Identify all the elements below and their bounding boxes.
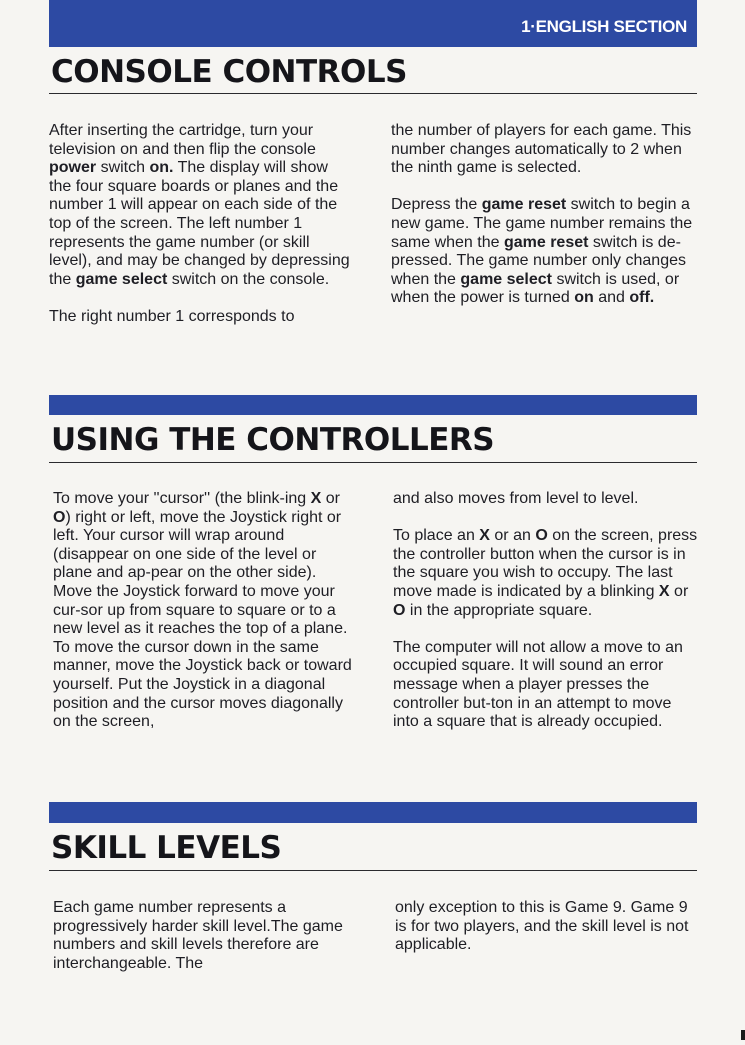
text-run: switch on the console. xyxy=(167,270,330,288)
text-run: only exception to this is Game 9. Game 9 is for two players, and the skill level is not applicable. xyxy=(395,899,689,954)
header-band xyxy=(49,0,697,47)
section-divider-band xyxy=(49,802,697,823)
page-edge-mark xyxy=(741,1030,745,1040)
text-run: and xyxy=(593,289,630,307)
skill-levels-column-right xyxy=(395,899,700,973)
emphasized-term: on xyxy=(574,289,594,307)
text-run: switch xyxy=(96,159,150,177)
paragraph xyxy=(391,122,696,178)
skill-levels-column-left xyxy=(53,899,358,992)
paragraph xyxy=(49,308,354,327)
heading-skill-levels: SKILL LEVELS xyxy=(51,830,282,866)
emphasized-term: O xyxy=(393,601,406,619)
text-run: or an xyxy=(489,527,536,545)
text-run: and also moves from level to level. xyxy=(393,490,639,507)
text-run: To place an xyxy=(393,527,480,545)
text-run: or xyxy=(321,490,340,507)
heading-rule xyxy=(49,462,697,463)
text-run: switch is de-pressed. The game number only changes when the xyxy=(391,233,686,288)
text-run: Each game number represents a progressively harder skill level.The game numbers and skill levels therefore are interchangeable. The xyxy=(53,899,343,972)
console-controls-column-left xyxy=(49,122,354,345)
heading-using-the-controllers: USING THE CONTROLLERS xyxy=(51,422,495,458)
emphasized-term: game reset xyxy=(503,233,589,251)
paragraph xyxy=(53,899,358,973)
text-run: Depress the xyxy=(391,196,482,214)
emphasized-term: on. xyxy=(149,159,174,177)
text-run: The display will show the four square boards or planes and the number 1 will appear on each side of the top of the screen. The left number 1 represents the game number (or skill level), and may be changed by depressing the xyxy=(49,159,350,288)
paragraph xyxy=(393,490,698,509)
emphasized-term: O xyxy=(53,508,66,526)
text-run: or xyxy=(669,582,689,600)
heading-rule xyxy=(49,870,697,871)
heading-rule xyxy=(49,93,697,94)
emphasized-term: off. xyxy=(629,289,655,307)
controllers-column-left xyxy=(53,490,358,750)
text-run: The right number 1 corresponds to xyxy=(49,307,295,325)
paragraph xyxy=(393,527,698,620)
text-run: on the screen, press the controller button when the cursor is in the square you wish to occupy. The last move made is indicated by a blinking xyxy=(393,527,698,600)
section-label: 1·ENGLISH SECTION xyxy=(521,17,687,36)
text-run: the number of players for each game. This number changes automatically to 2 when the ninth game is selected. xyxy=(391,122,692,177)
paragraph xyxy=(49,122,354,289)
emphasized-term: O xyxy=(535,527,548,545)
emphasized-term: game reset xyxy=(481,196,567,214)
text-run: switch is used, or when the power is turned xyxy=(391,270,680,307)
text-run: The computer will not allow a move to an occupied square. It will sound an error message when a player presses the controller but-ton in an attempt to move into a square that is already occupied. xyxy=(393,638,683,731)
text-run: After inserting the cartridge, turn your television on and then flip the console xyxy=(49,122,316,158)
emphasized-term: game select xyxy=(75,270,168,288)
section-divider-band xyxy=(49,395,697,415)
emphasized-term: game select xyxy=(460,270,552,288)
text-run: To move your ''cursor'' (the blink-ing xyxy=(53,490,311,507)
paragraph xyxy=(395,899,700,955)
text-run: switch to begin a new game. The game number remains the same when the xyxy=(391,196,693,251)
controllers-column-right xyxy=(393,490,698,750)
emphasized-term: X xyxy=(658,582,670,600)
paragraph xyxy=(393,639,698,732)
text-run: ) right or left, move the Joystick right or left. Your cursor will wrap around (disappear on one side of the level or plane and ap-pear on the other side). Move the Joystick forward to move your cur-sor up from square to square or to a new level as it reaches the top of a plane. To move the cursor down in the same manner, move the Joystick back or toward yourself. Put the Joystick in a diagonal position and the cursor moves diagonally on the screen, xyxy=(53,508,352,731)
emphasized-term: X xyxy=(310,490,322,507)
paragraph xyxy=(391,196,696,308)
heading-console-controls: CONSOLE CONTROLS xyxy=(51,54,407,90)
emphasized-term: power xyxy=(49,159,97,177)
emphasized-term: X xyxy=(479,527,490,545)
console-controls-column-right xyxy=(391,122,696,327)
paragraph xyxy=(53,490,358,732)
text-run: in the appropriate square. xyxy=(405,601,593,619)
